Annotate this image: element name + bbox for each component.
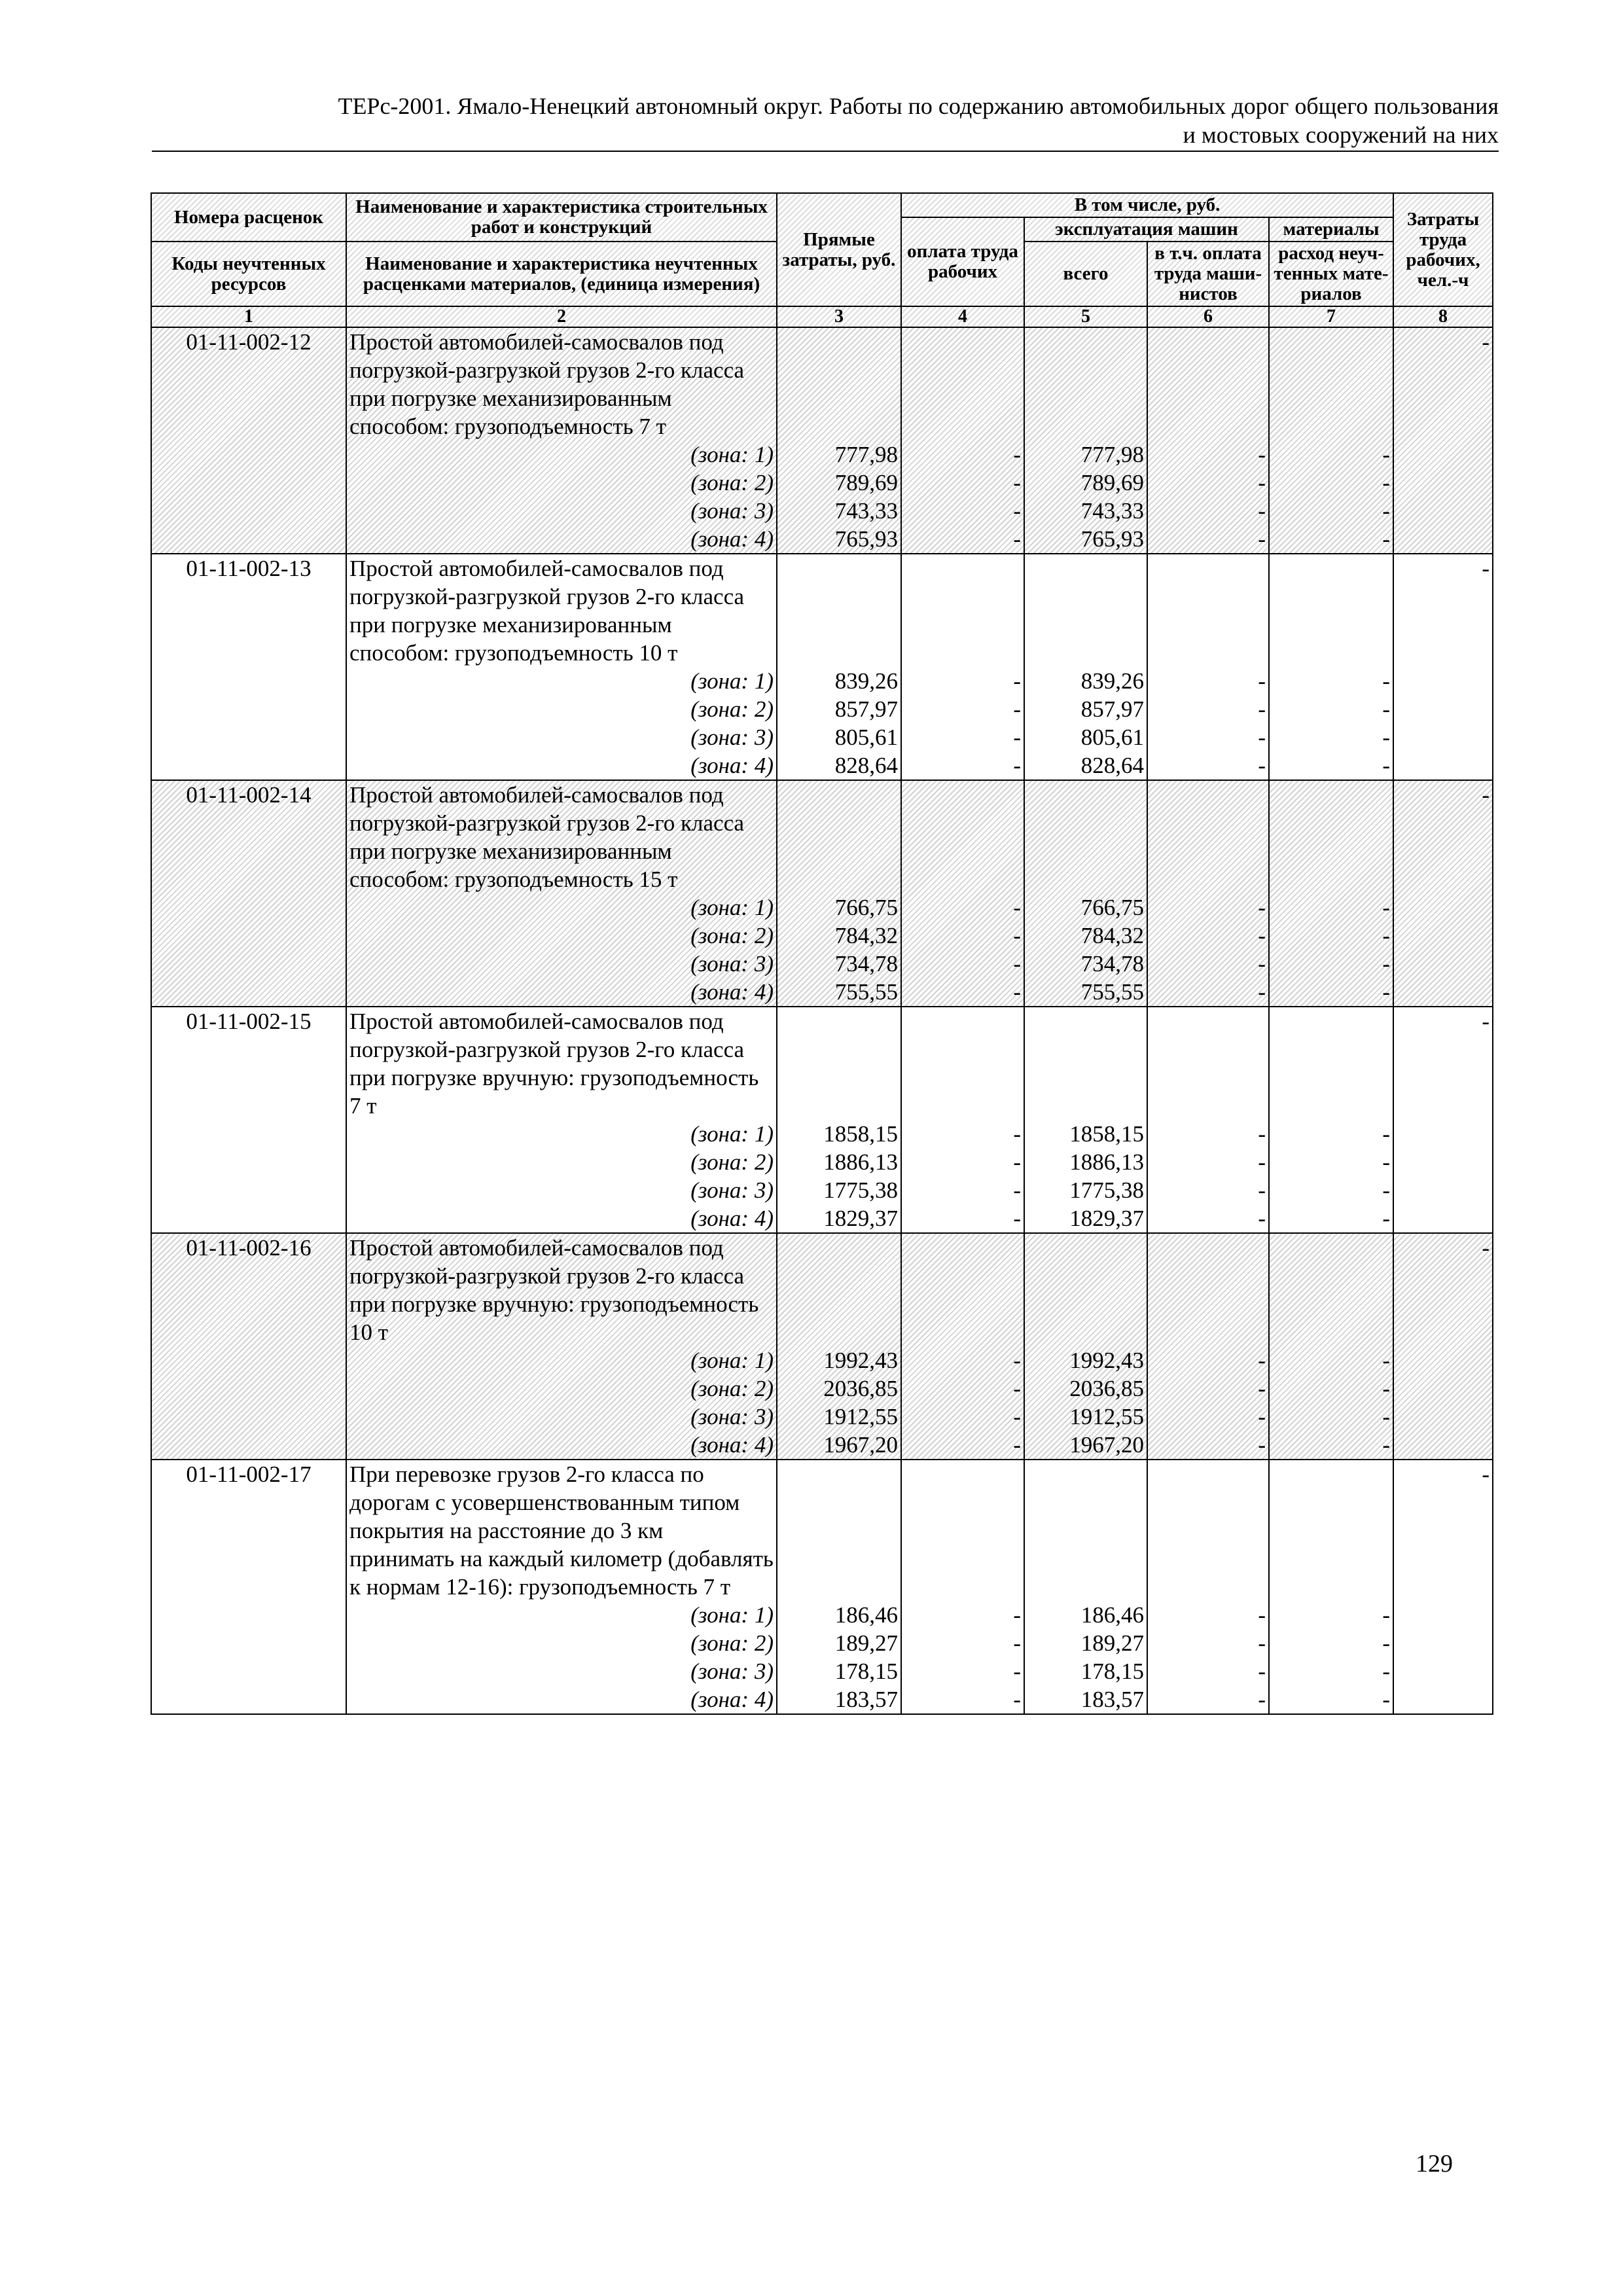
col7-header: расход неуч-тенных мате-риалов [1269, 242, 1393, 306]
labor-hours-value: - [1482, 1235, 1490, 1261]
zone-label: (зона: 3) [690, 951, 774, 977]
zone-label: (зона: 1) [690, 442, 774, 467]
labor-pay-value: - [1013, 1602, 1021, 1628]
labor-hours-value: - [1482, 329, 1490, 355]
machines-total-value: 1912,55 [1069, 1404, 1144, 1429]
rate-code: 01-11-002-14 [151, 780, 346, 1007]
labor-pay-value: - [1013, 668, 1021, 694]
materials-value: - [1382, 753, 1391, 778]
rate-block-3 [151, 1007, 1493, 1233]
machines-total-value: 743,33 [1080, 498, 1144, 524]
column-number: 3 [777, 306, 901, 327]
labor-pay-value: - [1013, 1404, 1021, 1429]
machines-total-value: 839,26 [1080, 668, 1144, 694]
zone-label: (зона: 2) [690, 696, 774, 722]
rate-description [346, 1460, 777, 1714]
machines-total-value: 784,32 [1080, 923, 1144, 948]
materials-value: - [1382, 1376, 1391, 1401]
labor-pay-value: - [1013, 1206, 1021, 1231]
direct-cost-value: 1775,38 [823, 1177, 898, 1203]
machines-total-value: 828,64 [1080, 753, 1144, 778]
materials-value: - [1382, 951, 1391, 977]
materials-cell [1269, 780, 1393, 1007]
labor-pay-value: - [1013, 979, 1021, 1005]
rate-name: Простой автомобилей-самосвалов под погрузкой-разгрузкой грузов 2-го класса при погрузке вручную: грузоподъемность 10 т [349, 1235, 759, 1345]
col2-bottom-header: Наименование и характеристика неучтенных расценками материалов, (единица измерения) [346, 242, 777, 306]
rate-name: Простой автомобилей-самосвалов под погрузкой-разгрузкой грузов 2-го класса при погрузке механизированным способом: грузоподъемность 10 т [349, 556, 745, 666]
zone-label: (зона: 4) [690, 1687, 774, 1712]
header-line-1: ТЕРс-2001. Ямало-Ненецкий автономный округ. Работы по содержанию автомобильных дорог общего пользования [338, 93, 1499, 119]
labor-pay-value: - [1013, 951, 1021, 977]
materials-value: - [1382, 1630, 1391, 1656]
zone-label: (зона: 3) [690, 498, 774, 524]
materials-value: - [1382, 696, 1391, 722]
machines-total-value: 178,15 [1080, 1659, 1144, 1684]
materials-value: - [1382, 895, 1391, 920]
materials-cell [1269, 554, 1393, 780]
labor-pay-value: - [1013, 1121, 1021, 1147]
col5-header: всего [1024, 242, 1147, 306]
materials-value: - [1382, 1348, 1391, 1373]
labor-pay-value: - [1013, 1177, 1021, 1203]
operators-pay-value: - [1258, 470, 1266, 495]
direct-cost-value: 1886,13 [823, 1149, 898, 1175]
column-number: 7 [1269, 306, 1393, 327]
labor-pay-value: - [1013, 725, 1021, 750]
col4-header: оплата труда рабочих [901, 217, 1024, 306]
zone-label: (зона: 2) [690, 1630, 774, 1656]
labor-hours-cell [1393, 780, 1493, 1007]
labor-hours-value: - [1482, 1009, 1490, 1034]
table-row [151, 1233, 1493, 1460]
materials-value: - [1382, 526, 1391, 552]
operators-pay-value: - [1258, 1687, 1266, 1712]
table-row [151, 327, 1493, 554]
labor-pay-value: - [1013, 895, 1021, 920]
materials-value: - [1382, 1206, 1391, 1231]
direct-costs-cell [777, 780, 901, 1007]
zone-label: (зона: 4) [690, 1206, 774, 1231]
column-numbers-row [151, 306, 1493, 327]
zone-label: (зона: 1) [690, 1121, 774, 1147]
labor-hours-value: - [1482, 1462, 1490, 1487]
operators-pay-value: - [1258, 1404, 1266, 1429]
direct-cost-value: 789,69 [834, 470, 898, 495]
direct-cost-value: 766,75 [834, 895, 898, 920]
column-number: 6 [1147, 306, 1269, 327]
direct-costs-cell [777, 327, 901, 554]
labor-pay-cell [901, 1233, 1024, 1460]
machines-total-value: 734,78 [1080, 951, 1144, 977]
operators-pay-value: - [1258, 1432, 1266, 1458]
rate-code: 01-11-002-16 [151, 1233, 346, 1460]
machines-total-value: 2036,85 [1069, 1376, 1144, 1401]
zone-label: (зона: 3) [690, 1177, 774, 1203]
labor-pay-value: - [1013, 498, 1021, 524]
materials-value: - [1382, 725, 1391, 750]
zone-label: (зона: 1) [690, 1602, 774, 1628]
direct-cost-value: 183,57 [834, 1687, 898, 1712]
operators-pay-value: - [1258, 442, 1266, 467]
rate-code: 01-11-002-13 [151, 554, 346, 780]
labor-hours-cell [1393, 554, 1493, 780]
direct-cost-value: 828,64 [834, 753, 898, 778]
operators-pay-value: - [1258, 1659, 1266, 1684]
zone-label: (зона: 2) [690, 1149, 774, 1175]
machines-total-value: 805,61 [1080, 725, 1144, 750]
materials-header: материалы [1269, 217, 1393, 242]
operators-pay-cell [1147, 327, 1269, 554]
machines-total-value: 755,55 [1080, 979, 1144, 1005]
machines-total-value: 766,75 [1080, 895, 1144, 920]
operators-pay-cell [1147, 1007, 1269, 1233]
operators-pay-value: - [1258, 951, 1266, 977]
direct-cost-value: 178,15 [834, 1659, 898, 1684]
rate-name: Простой автомобилей-самосвалов под погрузкой-разгрузкой грузов 2-го класса при погрузке вручную: грузоподъемность 7 т [349, 1009, 759, 1119]
operators-pay-value: - [1258, 1149, 1266, 1175]
labor-pay-value: - [1013, 923, 1021, 948]
operators-pay-value: - [1258, 668, 1266, 694]
operators-pay-value: - [1258, 498, 1266, 524]
zone-label: (зона: 4) [690, 753, 774, 778]
labor-hours-cell [1393, 1460, 1493, 1714]
machines-total-value: 183,57 [1080, 1687, 1144, 1712]
direct-cost-value: 2036,85 [823, 1376, 898, 1401]
direct-costs-cell [777, 1007, 901, 1233]
zone-label: (зона: 1) [690, 895, 774, 920]
machines-total-value: 1829,37 [1069, 1206, 1144, 1231]
machines-total-value: 857,97 [1080, 696, 1144, 722]
materials-value: - [1382, 1177, 1391, 1203]
header-line-2: и мостовых сооружений на них [1183, 122, 1499, 148]
machines-total-cell [1024, 1007, 1147, 1233]
materials-value: - [1382, 1687, 1391, 1712]
materials-cell [1269, 327, 1393, 554]
zone-label: (зона: 4) [690, 979, 774, 1005]
column-number: 2 [346, 306, 777, 327]
labor-hours-value: - [1482, 782, 1490, 808]
col6-header: в т.ч. оплата труда маши-нистов [1147, 242, 1269, 306]
zone-label: (зона: 2) [690, 1376, 774, 1401]
machines-total-cell [1024, 327, 1147, 554]
labor-pay-value: - [1013, 470, 1021, 495]
machines-total-value: 765,93 [1080, 526, 1144, 552]
direct-cost-value: 743,33 [834, 498, 898, 524]
materials-value: - [1382, 498, 1391, 524]
operators-pay-value: - [1258, 1348, 1266, 1373]
rate-description [346, 780, 777, 1007]
operators-pay-cell [1147, 1460, 1269, 1714]
operators-pay-value: - [1258, 1206, 1266, 1231]
col1-top-header: Номера расценок [151, 193, 346, 242]
machines-total-value: 186,46 [1080, 1602, 1144, 1628]
materials-value: - [1382, 1602, 1391, 1628]
labor-hours-cell [1393, 1007, 1493, 1233]
direct-cost-value: 777,98 [834, 442, 898, 467]
zone-label: (зона: 3) [690, 1404, 774, 1429]
operators-pay-value: - [1258, 1630, 1266, 1656]
labor-pay-value: - [1013, 1149, 1021, 1175]
zone-label: (зона: 3) [690, 725, 774, 750]
rate-block-2 [151, 780, 1493, 1007]
labor-hours-cell [1393, 327, 1493, 554]
labor-pay-cell [901, 327, 1024, 554]
rate-name: Простой автомобилей-самосвалов под погрузкой-разгрузкой грузов 2-го класса при погрузке механизированным способом: грузоподъемность 15 т [349, 782, 745, 892]
direct-cost-value: 1829,37 [823, 1206, 898, 1231]
machines-total-cell [1024, 1233, 1147, 1460]
zone-label: (зона: 2) [690, 923, 774, 948]
materials-value: - [1382, 668, 1391, 694]
direct-cost-value: 1992,43 [823, 1348, 898, 1373]
operators-pay-value: - [1258, 979, 1266, 1005]
zone-label: (зона: 1) [690, 668, 774, 694]
table-header [151, 193, 1493, 327]
labor-pay-value: - [1013, 696, 1021, 722]
operators-pay-value: - [1258, 923, 1266, 948]
page-header [152, 92, 1499, 152]
labor-pay-cell [901, 780, 1024, 1007]
labor-pay-cell [901, 1007, 1024, 1233]
rates-table [151, 192, 1493, 1715]
materials-value: - [1382, 470, 1391, 495]
labor-hours-cell [1393, 1233, 1493, 1460]
column-number: 1 [151, 306, 346, 327]
direct-cost-value: 734,78 [834, 951, 898, 977]
labor-pay-value: - [1013, 1376, 1021, 1401]
labor-pay-value: - [1013, 753, 1021, 778]
operators-pay-value: - [1258, 526, 1266, 552]
operators-pay-cell [1147, 554, 1269, 780]
operators-pay-value: - [1258, 1602, 1266, 1628]
rate-description [346, 1007, 777, 1233]
materials-value: - [1382, 1149, 1391, 1175]
rate-block-5 [151, 1460, 1493, 1714]
direct-cost-value: 1912,55 [823, 1404, 898, 1429]
operators-pay-cell [1147, 780, 1269, 1007]
direct-costs-cell [777, 1460, 901, 1714]
machines-total-value: 1992,43 [1069, 1348, 1144, 1373]
materials-cell [1269, 1460, 1393, 1714]
materials-value: - [1382, 1404, 1391, 1429]
labor-pay-value: - [1013, 1659, 1021, 1684]
table-row [151, 1460, 1493, 1714]
direct-cost-value: 1858,15 [823, 1121, 898, 1147]
labor-pay-value: - [1013, 1348, 1021, 1373]
machines-total-value: 1775,38 [1069, 1177, 1144, 1203]
operators-pay-value: - [1258, 1177, 1266, 1203]
zone-label: (зона: 4) [690, 1432, 774, 1458]
rate-description [346, 554, 777, 780]
machines-total-cell [1024, 1460, 1147, 1714]
column-number: 4 [901, 306, 1024, 327]
zone-label: (зона: 2) [690, 470, 774, 495]
direct-cost-value: 189,27 [834, 1630, 898, 1656]
rate-name: При перевозке грузов 2-го класса по дорогам с усовершенствованным типом покрытия на расстояние до 3 км принимать на каждый километр (добавлять к нормам 12-16): грузоподъемность 7 т [349, 1462, 774, 1600]
direct-cost-value: 186,46 [834, 1602, 898, 1628]
machines-total-value: 1886,13 [1069, 1149, 1144, 1175]
direct-cost-value: 839,26 [834, 668, 898, 694]
rate-block-1 [151, 554, 1493, 780]
rate-name: Простой автомобилей-самосвалов под погрузкой-разгрузкой грузов 2-го класса при погрузке механизированным способом: грузоподъемность 7 т [349, 329, 745, 439]
materials-value: - [1382, 442, 1391, 467]
machines-total-cell [1024, 554, 1147, 780]
machines-total-value: 789,69 [1080, 470, 1144, 495]
labor-pay-value: - [1013, 1687, 1021, 1712]
labor-pay-cell [901, 554, 1024, 780]
rate-description [346, 1233, 777, 1460]
labor-pay-value: - [1013, 1630, 1021, 1656]
zone-label: (зона: 1) [690, 1348, 774, 1373]
materials-value: - [1382, 979, 1391, 1005]
materials-value: - [1382, 1659, 1391, 1684]
rate-code: 01-11-002-15 [151, 1007, 346, 1233]
page-number: 129 [1416, 2150, 1453, 2178]
materials-cell [1269, 1007, 1393, 1233]
rate-description [346, 327, 777, 554]
direct-cost-value: 1967,20 [823, 1432, 898, 1458]
rate-code: 01-11-002-17 [151, 1460, 346, 1714]
operators-pay-cell [1147, 1233, 1269, 1460]
materials-value: - [1382, 1432, 1391, 1458]
operators-pay-value: - [1258, 753, 1266, 778]
direct-cost-value: 784,32 [834, 923, 898, 948]
labor-hours-value: - [1482, 556, 1490, 581]
operators-pay-value: - [1258, 1376, 1266, 1401]
operators-pay-value: - [1258, 1121, 1266, 1147]
machines-total-value: 777,98 [1080, 442, 1144, 467]
labor-pay-value: - [1013, 1432, 1021, 1458]
labor-pay-cell [901, 1460, 1024, 1714]
group-header: В том числе, руб. [901, 193, 1393, 217]
materials-value: - [1382, 923, 1391, 948]
direct-cost-value: 805,61 [834, 725, 898, 750]
operators-pay-value: - [1258, 895, 1266, 920]
materials-cell [1269, 1233, 1393, 1460]
machines-total-value: 1858,15 [1069, 1121, 1144, 1147]
labor-pay-value: - [1013, 442, 1021, 467]
column-number: 5 [1024, 306, 1147, 327]
machines-total-value: 189,27 [1080, 1630, 1144, 1656]
operators-pay-value: - [1258, 696, 1266, 722]
machines-total-cell [1024, 780, 1147, 1007]
zone-label: (зона: 3) [690, 1659, 774, 1684]
machines-total-value: 1967,20 [1069, 1432, 1144, 1458]
rate-block-4 [151, 1233, 1493, 1460]
column-number: 8 [1393, 306, 1493, 327]
rate-code: 01-11-002-12 [151, 327, 346, 554]
operators-pay-value: - [1258, 725, 1266, 750]
direct-cost-value: 755,55 [834, 979, 898, 1005]
labor-pay-value: - [1013, 526, 1021, 552]
machines-header: эксплуатация машин [1024, 217, 1269, 242]
rate-block-0 [151, 327, 1493, 554]
direct-cost-value: 765,93 [834, 526, 898, 552]
col3-header: Прямые затраты, руб. [777, 193, 901, 306]
direct-cost-value: 857,97 [834, 696, 898, 722]
zone-label: (зона: 4) [690, 526, 774, 552]
table-row [151, 1007, 1493, 1233]
materials-value: - [1382, 1121, 1391, 1147]
table-row [151, 554, 1493, 780]
table-row [151, 780, 1493, 1007]
col1-bottom-header: Коды неучтенных ресурсов [151, 242, 346, 306]
direct-costs-cell [777, 1233, 901, 1460]
col8-header: Затраты труда рабочих, чел.-ч [1393, 193, 1493, 306]
direct-costs-cell [777, 554, 901, 780]
col2-top-header: Наименование и характеристика строительных работ и конструкций [346, 193, 777, 242]
